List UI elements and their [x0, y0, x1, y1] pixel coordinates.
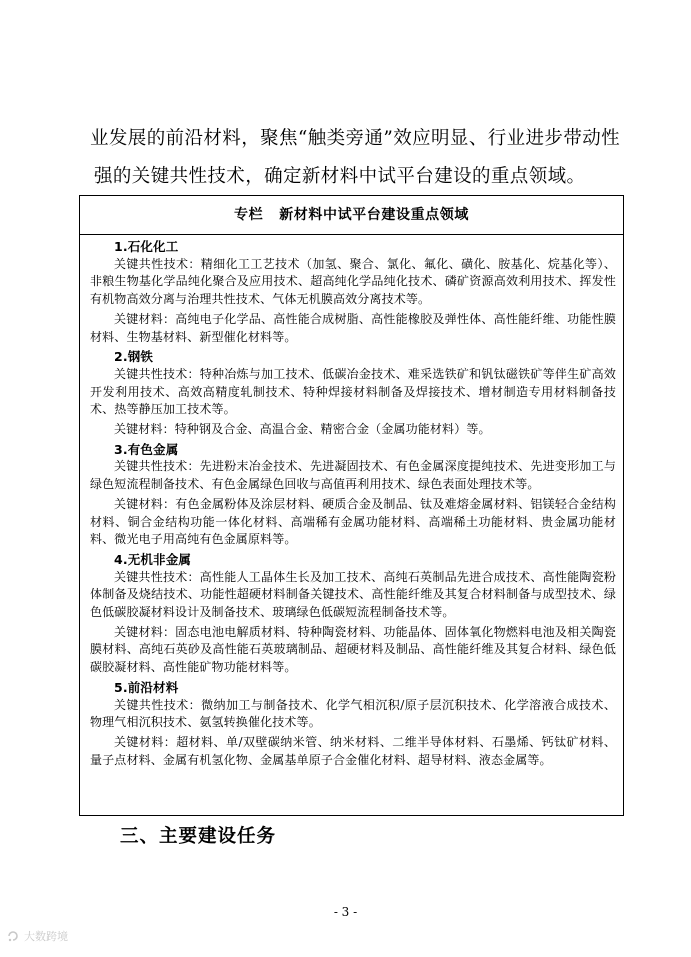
section-heading: 1.石化化工: [114, 239, 179, 254]
feature-box-title-prefix: 专栏: [233, 207, 264, 223]
intro-text: [90, 120, 624, 196]
feature-box-title: [80, 196, 623, 235]
section-paragraph: 关键材料：有色金属粉体及涂层材料、硬质合金及制品、钛及难熔金属材料、铝镁轻合金结构材料、铜合金结构功能一体化材料、高端稀有金属功能材料、高端稀土功能材料、贵金属功能材料、微光电子用高纯有色金属原料等。: [90, 496, 616, 547]
section-paragraph: 关键材料：超材料、单/双壁碳纳米管、纳米材料、二维半导体材料、石墨烯、钙钛矿材料、量子点材料、金属有机氢化物、金属基单原子合金催化材料、超导材料、液态金属等。: [90, 734, 616, 767]
section-title-main-tasks: 三、主要建设任务: [120, 826, 277, 847]
section-heading: 3.有色金属: [114, 441, 179, 457]
section-paragraph: 关键材料：固态电池电解质材料、特种陶瓷材料、功能晶体、固体氧化物燃料电池及相关陶瓷膜材料、高纯石英砂及高性能石英玻璃制品、超硬材料及制品、高性能纤维及其复合材料、绿色低碳胶凝材料、高性能矿物功能材料等。: [90, 624, 616, 675]
intro-line-2: 强的关键共性技术，确定新材料中试平台建设的重点领域。: [94, 166, 586, 187]
section-heading: 2.钢铁: [114, 349, 154, 365]
section-paragraph: 关键共性技术：先进粉末冶金技术、先进凝固技术、有色金属深度提纯技术、先进变形加工与绿色短流程制备技术、有色金属绿色回收与高值再利用技术、绿色表面处理技术等。: [90, 459, 616, 492]
watermark-logo-icon: [6, 929, 20, 943]
section-paragraph: 关键共性技术：精细化工工艺技术（加氢、聚合、氯化、氟化、磺化、胺基化、烷基化等）、非粮生物基化学品纯化聚合及应用技术、超高纯化学品纯化技术、磷矿资源高效利用技术、挥发性有机物高效分离与治理共性技术、气体无机膜高效分离技术等。: [90, 256, 616, 307]
section-heading: 4.无机非金属: [114, 551, 191, 567]
feature-box-content: [80, 235, 623, 769]
feature-box: [79, 195, 624, 816]
section-paragraph: 关键共性技术：高性能人工晶体生长及加工技术、高纯石英制品先进合成技术、高性能陶瓷粉体制备及烧结技术、功能性超硬材料制备关键技术、高性能纤维及其复合材料制备与成型技术、绿色低碳胶凝材料设计及制备技术、玻璃绿色低碳短流程制备技术等。: [90, 569, 616, 620]
intro-line-1: 业发展的前沿材料，聚焦“触类旁通”效应明显、行业进步带动性: [90, 128, 621, 149]
section-paragraph: 关键共性技术：微纳加工与制备技术、化学气相沉积/原子层沉积技术、化学溶液合成技术、物理气相沉积技术、氨氢转换催化技术等。: [90, 697, 616, 730]
section-paragraph: 关键材料：高纯电子化学品、高性能合成树脂、高性能橡胶及弹性体、高性能纤维、功能性膜材料、生物基材料、新型催化材料等。: [90, 311, 616, 344]
page-number: - 3 -: [333, 905, 358, 919]
feature-box-title-text: 新材料中试平台建设重点领域: [279, 207, 469, 223]
watermark-text: 大数跨境: [24, 930, 68, 943]
section-paragraph: 关键材料：特种钢及合金、高温合金、精密合金（金属功能材料）等。: [114, 422, 491, 437]
section-paragraph: 关键共性技术：特种冶炼与加工技术、低碳冶金技术、难采选铁矿和钒钛磁铁矿等伴生矿高效开发利用技术、高效高精度轧制技术、特种焊接材料制备及焊接技术、增材制造专用材料制备技术、热等静压加工技术等。: [90, 366, 616, 417]
watermark: [6, 928, 68, 944]
section-heading: 5.前沿材料: [114, 679, 179, 695]
